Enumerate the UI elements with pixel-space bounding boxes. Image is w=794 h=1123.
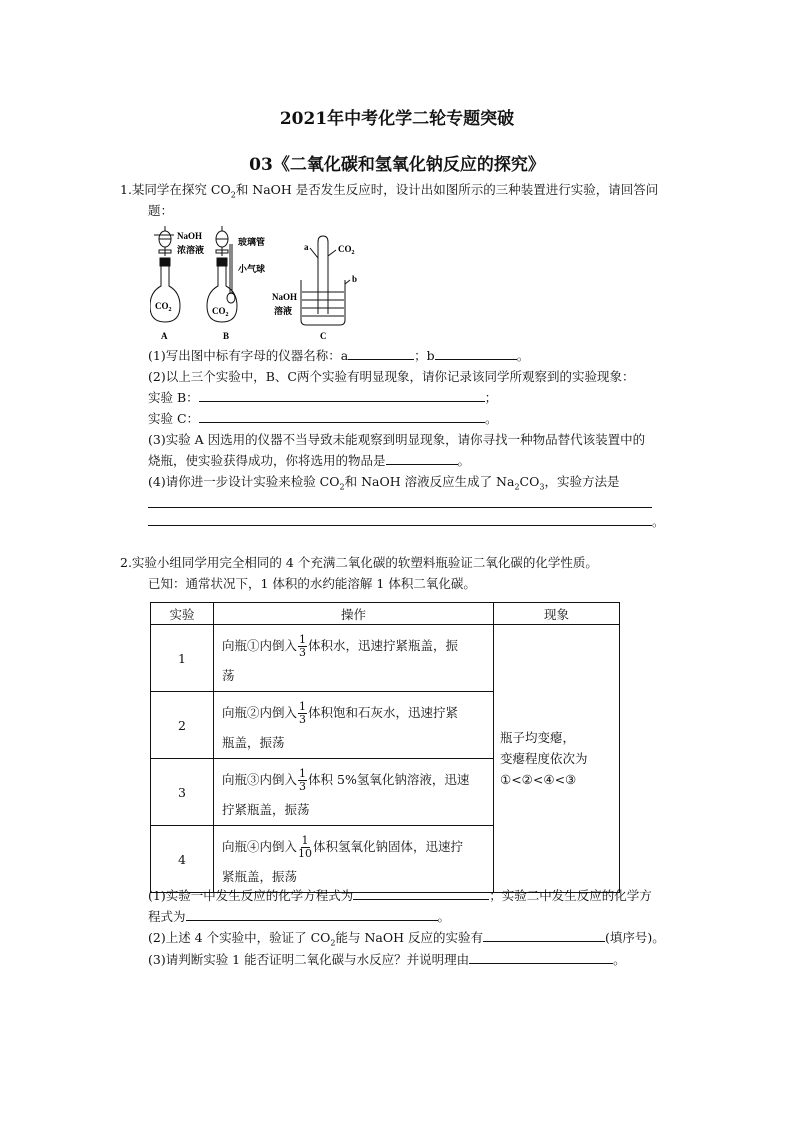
label-A: A [161, 331, 168, 341]
fraction: $\frac{1}{3}$ [299, 700, 307, 726]
q1-sub1: (1)写出图中标有字母的仪器名称：a ；b 。 [148, 348, 530, 363]
q2-sub1-line2: 程式为 。 [148, 909, 451, 924]
table-header-row [151, 603, 620, 625]
q1-stem-line2: 题： [148, 203, 174, 218]
page-subtitle: 03《二氧化碳和氢氧化钠反应的探究》 [249, 155, 545, 175]
experiment-operation: 向瓶③内倒入 $\frac{1}{3}$ 体积 5%氢氧化钠溶液，迅速 拧紧瓶盖，振荡 [214, 759, 494, 826]
answer-blank-equation-2[interactable] [186, 908, 438, 921]
col-header-operation: 操作 [214, 603, 494, 625]
answer-blank-substitute[interactable] [386, 452, 458, 465]
label-balloon: 小气球 [238, 264, 266, 274]
q1-sub2-b: 实验 B： ； [148, 390, 498, 405]
phenomenon-cell: 瓶子均变瘪， 变瘪程度依次为 ①<②<④<③ [494, 625, 620, 893]
label-co2-a: $CO_2$ [155, 301, 172, 313]
experiment-number: 3 [151, 759, 214, 826]
label-a: a [304, 242, 309, 252]
experiment-table [150, 602, 620, 893]
answer-line-method-2[interactable] [148, 513, 652, 526]
label-b: b [352, 274, 358, 284]
q1-apparatus-figure [150, 222, 370, 346]
q2-sub3: (3)请判断实验 1 能否证明二氧化碳与水反应？并说明理由 。 [148, 952, 626, 967]
q1-sub3-line2: 烧瓶，使实验获得成功，你将选用的物品是 。 [148, 453, 471, 468]
q1-sub2: (2)以上三个实验中，B、C两个实验有明显现象，请你记录该同学所观察到的实验现象： [148, 369, 635, 384]
answer-blank-experiment-c[interactable] [199, 410, 485, 423]
q2-known: 已知：通常状况下，1 体积的水约能溶解 1 体积二氧化碳。 [148, 576, 476, 591]
answer-blank-reason[interactable] [469, 951, 613, 964]
col-header-experiment: 实验 [151, 603, 214, 625]
q1-sub4: (4)请你进一步设计实验来检验 $CO_2$和 NaOH 溶液反应生成了 $Na_2CO_3$，实验方法是 [148, 474, 620, 492]
fraction: $\frac{1}{3}$ [299, 633, 307, 659]
label-naoh-a: NaOH [177, 231, 203, 241]
q1-sub2-c: 实验 C： 。 [148, 411, 498, 426]
experiment-number: 1 [151, 625, 214, 692]
fraction: $\frac{1}{3}$ [299, 767, 307, 793]
experiment-operation: 向瓶④内倒入 $\frac{1}{10}$ 体积氢氧化钠固体，迅速拧 紧瓶盖，振荡 [214, 826, 494, 893]
q2-stem: 2.实验小组同学用完全相同的 4 个充满二氧化碳的软塑料瓶验证二氧化碳的化学性质。 [120, 555, 598, 570]
label-naoh-c: NaOH [272, 292, 298, 302]
answer-blank-a[interactable] [348, 347, 414, 360]
col-header-phenomenon: 现象 [494, 603, 620, 625]
table-row [151, 625, 620, 692]
q2-sub1: (1)实验一中发生反应的化学方程式为 ；实验二中发生反应的化学方 [148, 888, 652, 903]
answer-blank-experiment-b[interactable] [199, 389, 485, 402]
q1-stem: 1.某同学在探究 $CO_2$和 NaOH 是否发生反应时，设计出如图所示的三种装置进行实验，请回答问 [120, 182, 659, 200]
label-C: C [320, 331, 327, 341]
label-co2-c: $CO_2$ [338, 244, 355, 256]
q1-sub4-line2: 。 [148, 512, 665, 531]
answer-blank-experiments[interactable] [483, 929, 605, 942]
label-glass-tube: 玻璃管 [238, 237, 266, 247]
label-solution-a: 浓溶液 [177, 245, 205, 255]
answer-line-method-1[interactable] [148, 495, 652, 508]
page-title: 2021年中考化学二轮专题突破 [279, 109, 515, 129]
fraction: $\frac{1}{10}$ [298, 834, 313, 860]
experiment-number: 4 [151, 826, 214, 893]
experiment-number: 2 [151, 692, 214, 759]
q2-sub2: (2)上述 4 个实验中，验证了 $CO_2$能与 NaOH 反应的实验有 (填序号)。 [148, 930, 665, 948]
experiment-operation: 向瓶②内倒入 $\frac{1}{3}$ 体积饱和石灰水，迅速拧紧 瓶盖，振荡 [214, 692, 494, 759]
answer-blank-b[interactable] [435, 347, 517, 360]
label-solution-c: 溶液 [274, 306, 293, 316]
label-co2-b: $CO_2$ [212, 306, 229, 318]
answer-blank-equation-1[interactable] [353, 887, 489, 900]
label-B: B [223, 331, 230, 341]
q1-sub3: (3)实验 A 因选用的仪器不当导致未能观察到明显现象，请你寻找一种物品替代该装置中的 [148, 432, 646, 447]
experiment-operation: 向瓶①内倒入 $\frac{1}{3}$ 体积水，迅速拧紧瓶盖，振 荡 [214, 625, 494, 692]
